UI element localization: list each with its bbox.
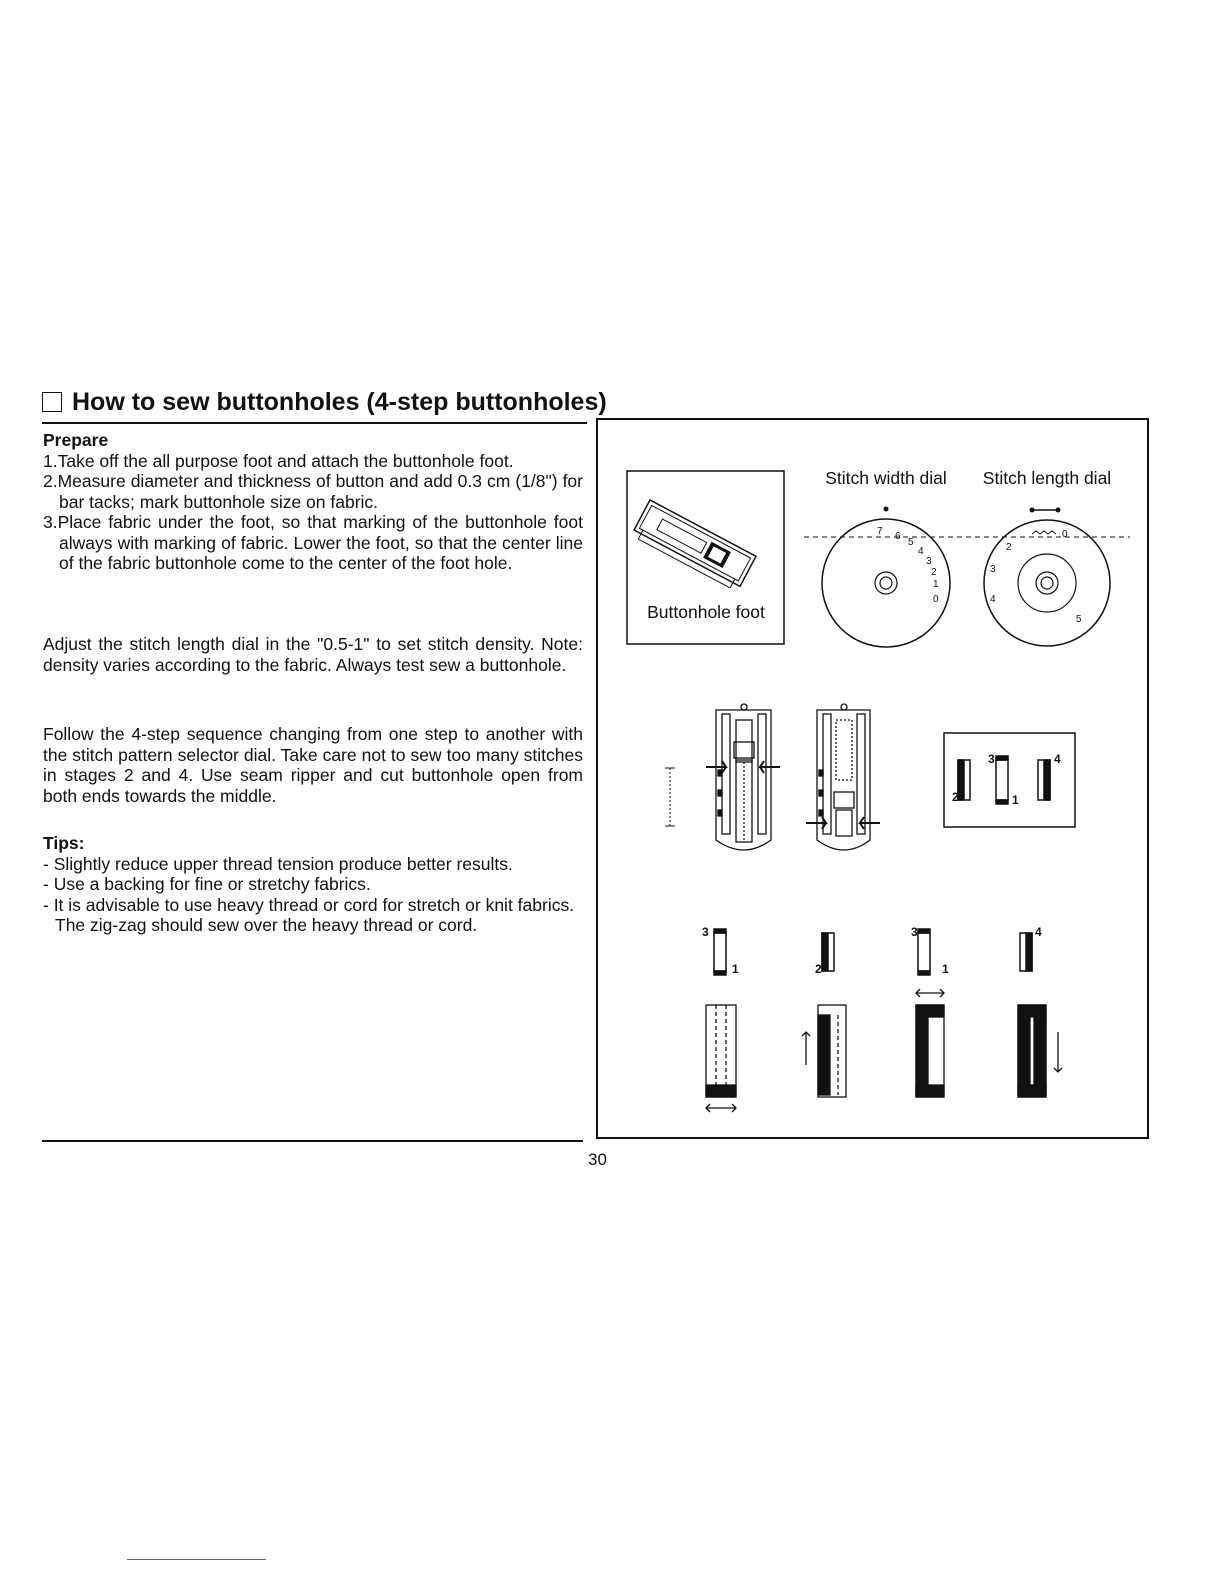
step-number: 2 <box>815 962 822 976</box>
width-mark: 4 <box>918 546 924 557</box>
tip-item: - It is advisable to use heavy thread or cord for stretch or knit fabrics. <box>43 894 575 915</box>
section-heading <box>42 388 607 424</box>
prepare-step-2: 2.Measure diameter and thickness of button and add 0.3 cm (1/8") for bar tacks; mark buttonhole size on fabric. <box>43 471 583 512</box>
buttonhole-foot-icon <box>631 500 756 592</box>
step-number: 3 <box>702 925 709 939</box>
stitch-density-paragraph: Adjust the stitch length dial in the "0.5-1" to set stitch density. Note: density varies according to the fabric. Always test sew a buttonhole. <box>43 634 583 675</box>
tip-item: - Slightly reduce upper thread tension produce better results. <box>43 853 513 874</box>
step-number: 1 <box>1012 793 1019 807</box>
step-selector-symbols <box>944 733 1075 827</box>
tip-note: The zig-zag should sew over the heavy thread or cord. <box>55 915 478 935</box>
buttonhole-foot-figure <box>627 471 784 644</box>
buttonhole-illustrations <box>598 420 1151 1141</box>
stitch-length-dial-label: Stitch length dial <box>982 468 1112 488</box>
step-number: 2 <box>952 790 959 804</box>
length-mark: 5 <box>1076 614 1082 625</box>
foot-top-view-start <box>706 704 780 850</box>
length-mark: 2 <box>1006 542 1012 553</box>
page-title: How to sew buttonholes (4-step buttonholes) <box>72 388 607 416</box>
step-number: 1 <box>942 962 949 976</box>
prepare-step-1: 1.Take off the all purpose foot and attach the buttonhole foot. <box>43 450 514 471</box>
dial-indicator-dot <box>884 507 889 512</box>
sequence-paragraph: Follow the 4-step sequence changing from one step to another with the stitch pattern selector dial. Take care not to sew too many stitches in stages 2 and 4. Use seam ripper and cut buttonhole open from both ends towards the middle. <box>43 724 583 806</box>
step-number: 3 <box>911 925 918 939</box>
foot-top-view-end <box>806 704 880 850</box>
buttonhole-length-bracket <box>665 768 675 826</box>
illustration-panel <box>596 418 1149 1139</box>
width-mark: 0 <box>933 594 939 605</box>
buttonhole-foot-label: Buttonhole foot <box>647 602 765 622</box>
length-mark: 3 <box>990 564 996 575</box>
prepare-step-3: 3.Place fabric under the foot, so that marking of the buttonhole foot always with marking of fabric. Lower the foot, so that the center line of the fabric buttonhole come to the center of the foot hole. <box>43 512 583 573</box>
step-number: 3 <box>988 752 995 766</box>
prepare-section <box>43 430 583 574</box>
step-number: 4 <box>1054 752 1061 766</box>
width-mark: 2 <box>931 567 937 578</box>
width-mark: 1 <box>933 579 939 590</box>
step-number: 4 <box>1035 925 1042 939</box>
footer-line <box>127 1559 266 1560</box>
tips-heading: Tips: <box>43 833 85 853</box>
step-sequence-symbols <box>714 929 1032 975</box>
width-mark: 5 <box>908 537 914 548</box>
step-number: 1 <box>732 962 739 976</box>
length-mark: 4 <box>990 594 996 605</box>
width-mark: 3 <box>926 556 932 567</box>
prepare-heading: Prepare <box>43 430 109 450</box>
width-mark: 6 <box>895 531 901 542</box>
width-mark: 7 <box>877 526 883 537</box>
length-mark: 0 <box>1062 529 1068 540</box>
stitch-width-dial-label: Stitch width dial <box>825 468 947 488</box>
stitch-length-dial <box>984 508 1110 647</box>
buttonhole-progression <box>706 989 1062 1112</box>
checkbox-square-icon <box>42 392 62 412</box>
page-number: 30 <box>588 1150 607 1169</box>
tip-item: - Use a backing for fine or stretchy fabrics. <box>43 874 371 894</box>
tips-section <box>43 833 583 936</box>
bottom-rule <box>42 1140 583 1142</box>
stitch-width-dial <box>822 507 950 648</box>
